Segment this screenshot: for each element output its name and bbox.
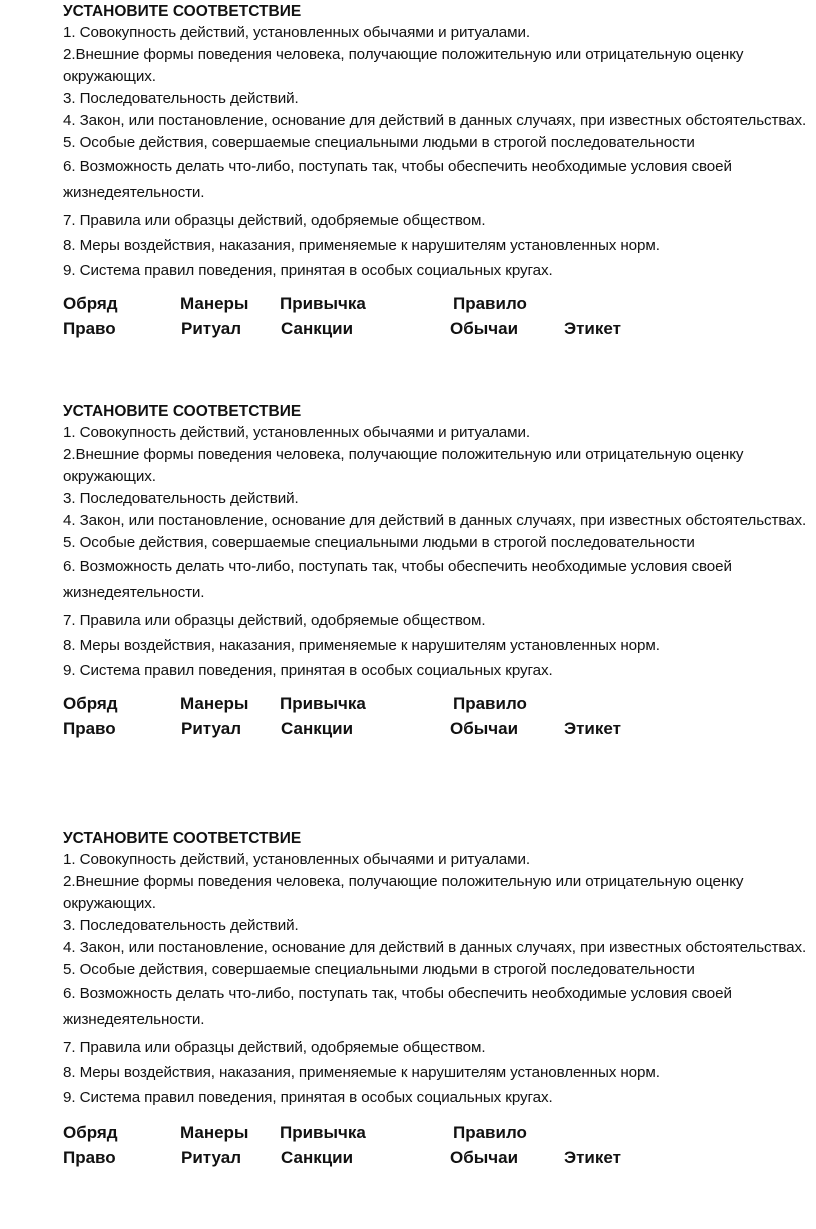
term-privychka: Привычка bbox=[280, 294, 366, 313]
term-etiket: Этикет bbox=[564, 319, 621, 338]
definition-item: 9. Система правил поведения, принятая в особых социальных кругах. bbox=[63, 662, 553, 679]
term-pravilo: Правило bbox=[453, 694, 527, 713]
task-block-2 bbox=[63, 402, 808, 746]
term-pravilo: Правило bbox=[453, 1123, 527, 1142]
task-title: УСТАНОВИТЕ СООТВЕТСТВИЕ bbox=[63, 3, 302, 20]
term-sanktsii: Санкции bbox=[281, 319, 354, 338]
definition-item: 8. Меры воздействия, наказания, применяемые к нарушителям установленных норм. bbox=[63, 637, 660, 654]
definition-item: 9. Система правил поведения, принятая в особых социальных кругах. bbox=[63, 262, 553, 279]
definition-item: 3. Последовательность действий. bbox=[63, 90, 299, 107]
definition-item: 5. Особые действия, совершаемые специальными людьми в строгой последовательности bbox=[63, 961, 695, 978]
definition-item: 9. Система правил поведения, принятая в особых социальных кругах. bbox=[63, 1089, 553, 1106]
term-pravo: Право bbox=[63, 1148, 116, 1167]
definition-item: 7. Правила или образцы действий, одобряемые обществом. bbox=[63, 612, 486, 629]
definition-item: 6. Возможность делать что-либо, поступать так, чтобы обеспечить необходимые условия своей жизнедеятельности. bbox=[63, 558, 732, 601]
task-block-1 bbox=[63, 2, 808, 346]
term-pravilo: Правило bbox=[453, 294, 527, 313]
definitions-list bbox=[63, 849, 808, 1109]
definition-item: 8. Меры воздействия, наказания, применяемые к нарушителям установленных норм. bbox=[63, 1064, 660, 1081]
definition-item: 2.Внешние формы поведения человека, получающие положительную или отрицательную оценку окружающих. bbox=[63, 873, 744, 912]
definition-item: 3. Последовательность действий. bbox=[63, 490, 299, 507]
term-manery: Манеры bbox=[180, 294, 249, 313]
definition-item: 4. Закон, или постановление, основание для действий в данных случаях, при известных обстоятельствах. bbox=[63, 112, 807, 129]
term-privychka: Привычка bbox=[280, 694, 366, 713]
term-obryad: Обряд bbox=[63, 694, 118, 713]
term-obychai: Обычаи bbox=[450, 719, 519, 738]
task-block-3 bbox=[63, 829, 808, 1175]
definition-item: 5. Особые действия, совершаемые специальными людьми в строгой последовательности bbox=[63, 534, 695, 551]
definition-item: 6. Возможность делать что-либо, поступать так, чтобы обеспечить необходимые условия своей жизнедеятельности. bbox=[63, 985, 732, 1028]
definition-item: 7. Правила или образцы действий, одобряемые обществом. bbox=[63, 212, 486, 229]
definition-item: 7. Правила или образцы действий, одобряемые обществом. bbox=[63, 1039, 486, 1056]
task-title: УСТАНОВИТЕ СООТВЕТСТВИЕ bbox=[63, 830, 302, 847]
term-obryad: Обряд bbox=[63, 294, 118, 313]
definitions-list bbox=[63, 422, 808, 682]
definition-item: 8. Меры воздействия, наказания, применяемые к нарушителям установленных норм. bbox=[63, 237, 660, 254]
terms-grid bbox=[63, 294, 808, 346]
definition-item: 4. Закон, или постановление, основание для действий в данных случаях, при известных обстоятельствах. bbox=[63, 512, 807, 529]
definition-item: 1. Совокупность действий, установленных обычаями и ритуалами. bbox=[63, 24, 530, 41]
term-obychai: Обычаи bbox=[450, 319, 519, 338]
term-pravo: Право bbox=[63, 319, 116, 338]
definition-item: 6. Возможность делать что-либо, поступать так, чтобы обеспечить необходимые условия своей жизнедеятельности. bbox=[63, 158, 732, 201]
term-etiket: Этикет bbox=[564, 1148, 621, 1167]
definition-item: 5. Особые действия, совершаемые специальными людьми в строгой последовательности bbox=[63, 134, 695, 151]
definition-item: 4. Закон, или постановление, основание для действий в данных случаях, при известных обстоятельствах. bbox=[63, 939, 807, 956]
term-ritual: Ритуал bbox=[181, 1148, 242, 1167]
term-ritual: Ритуал bbox=[181, 719, 242, 738]
term-obychai: Обычаи bbox=[450, 1148, 519, 1167]
definition-item: 1. Совокупность действий, установленных обычаями и ритуалами. bbox=[63, 851, 530, 868]
term-sanktsii: Санкции bbox=[281, 1148, 354, 1167]
term-privychka: Привычка bbox=[280, 1123, 366, 1142]
term-sanktsii: Санкции bbox=[281, 719, 354, 738]
term-pravo: Право bbox=[63, 719, 116, 738]
term-obryad: Обряд bbox=[63, 1123, 118, 1142]
term-manery: Манеры bbox=[180, 694, 249, 713]
definition-item: 1. Совокупность действий, установленных обычаями и ритуалами. bbox=[63, 424, 530, 441]
terms-grid bbox=[63, 1123, 808, 1175]
definition-item: 2.Внешние формы поведения человека, получающие положительную или отрицательную оценку окружающих. bbox=[63, 446, 744, 485]
term-etiket: Этикет bbox=[564, 719, 621, 738]
definition-item: 2.Внешние формы поведения человека, получающие положительную или отрицательную оценку окружающих. bbox=[63, 46, 744, 85]
terms-grid bbox=[63, 694, 808, 746]
term-ritual: Ритуал bbox=[181, 319, 242, 338]
term-manery: Манеры bbox=[180, 1123, 249, 1142]
task-title: УСТАНОВИТЕ СООТВЕТСТВИЕ bbox=[63, 403, 302, 420]
definition-item: 3. Последовательность действий. bbox=[63, 917, 299, 934]
definitions-list bbox=[63, 22, 808, 282]
